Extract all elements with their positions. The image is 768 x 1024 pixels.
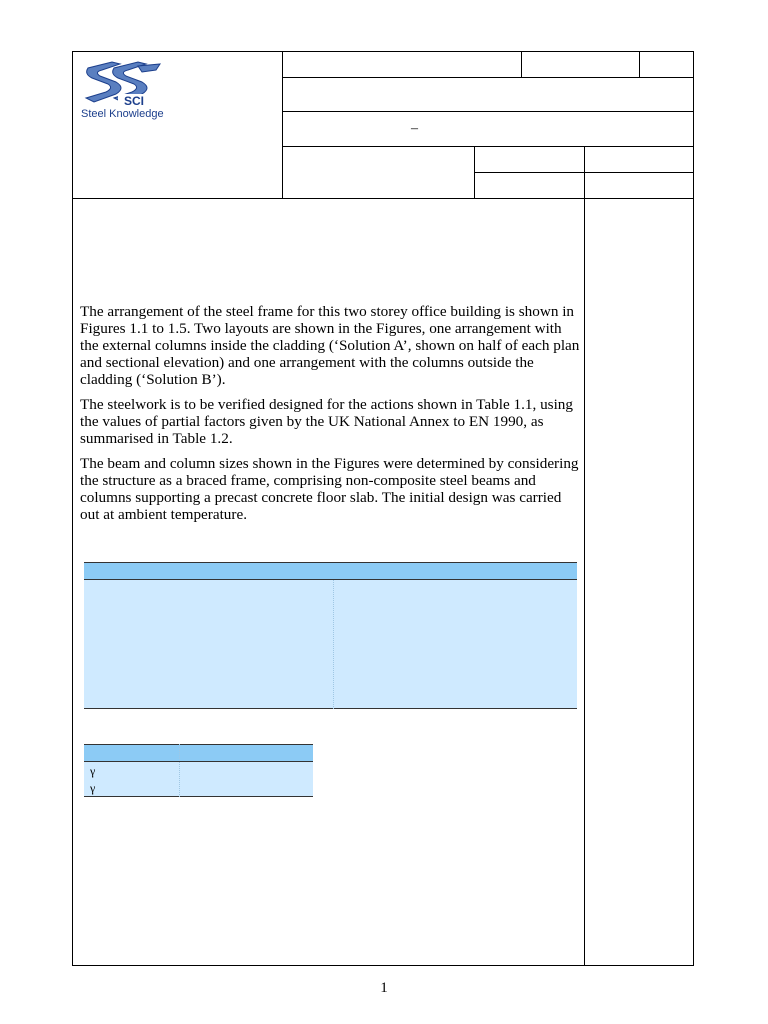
page-number: 1 [380,980,388,996]
actions-table-col-divider [333,580,334,709]
paragraph-3: The beam and column sizes shown in the Figures were determined by considering the structure as a braced frame, comprising non-composite steel beams and columns supporting a precast concrete floor slab. The initial design was carried out at ambient temperature. [80,455,579,523]
header-divider-logo [282,51,283,198]
margin-column-line [584,198,585,966]
header-bottom-line [72,198,694,199]
header-col-line-2 [639,51,640,77]
partial-factor-symbol-2: γ [90,781,96,795]
header-col-line-1 [521,51,522,77]
sci-logo [80,60,166,110]
partial-factors-col-divider [179,744,180,797]
logo-tagline: Steel Knowledge [81,108,164,120]
header-row-line-3 [282,146,694,147]
header-row-line-1 [282,77,694,78]
header-dash: – [411,121,418,136]
actions-table [84,562,577,709]
header-row-line-4 [474,172,694,173]
paragraph-2: The steelwork is to be verified designed for the actions shown in Table 1.1, using the values of partial factors given by the UK National Annex to EN 1990, as summarised in Table 1.2. [80,396,573,447]
partial-factors-body [84,762,313,797]
partial-factor-symbol-1: γ [90,764,96,778]
partial-factors-header [84,744,313,762]
body-text [80,303,580,531]
header-row-line-2 [282,111,694,112]
logo-letters: SCI [124,94,145,108]
actions-table-header [84,562,577,580]
actions-table-body [84,580,577,709]
partial-factors-table [84,744,313,797]
paragraph-1: The arrangement of the steel frame for this two storey office building is shown in Figures 1.1 to 1.5. Two layouts are shown in the Figures, one arrangement with the external columns inside the cladding (‘Solution A’, shown on half of each plan and sectional elevation) and one arrangement with the columns outside the cladding (‘Solution B’). [80,303,580,388]
